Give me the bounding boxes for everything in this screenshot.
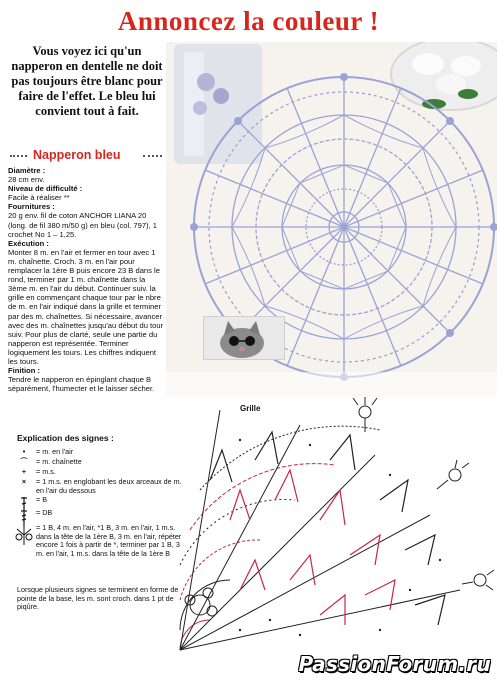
- spec-text: Tendre le napperon en épinglant chaque B séparément, l'humecter et le laisser sécher.: [8, 375, 155, 394]
- spec-text: Facile à réaliser **: [8, 193, 70, 203]
- legend: [14, 448, 184, 560]
- legend-row: [14, 496, 184, 505]
- diagram-label: Grille: [240, 404, 261, 413]
- pattern-specs: [8, 166, 166, 393]
- crochet-chart-drawing: [170, 388, 497, 660]
- cross-stitch-icon: ×: [21, 477, 27, 486]
- slip-stitch-icon: ⌒: [20, 457, 28, 466]
- page-title: Annoncez la couleur !: [117, 6, 380, 36]
- watermark: PassionForum.ru: [298, 652, 491, 676]
- intro-text: Vous voyez ici qu'un napperon en dentelle ne doit pas toujours être blanc pour faire de l'effet. Le bleu lui convient tout à fait.: [11, 44, 163, 118]
- legend-row: [14, 468, 184, 477]
- legend-text: = m. en l'air: [36, 447, 74, 456]
- legend-text: = DB: [36, 508, 53, 518]
- crochet-chart: [170, 388, 497, 660]
- legend-row: [14, 509, 184, 518]
- heading-rule-right: [143, 155, 162, 157]
- spec-label: Diamètre :: [8, 166, 46, 175]
- flower-motif-icon: [14, 524, 34, 546]
- section-heading: [10, 148, 162, 164]
- spec-label: Exécution :: [8, 238, 49, 248]
- legend-row: [14, 458, 184, 467]
- legend-row: [14, 478, 184, 495]
- spec-label: Niveau de difficulté :: [8, 184, 83, 194]
- single-crochet-icon: +: [21, 467, 27, 476]
- spec-label: Finition :: [8, 366, 41, 376]
- spec-label: Fournitures :: [8, 202, 55, 212]
- legend-text: = B: [36, 495, 47, 505]
- spec-text: 20 g env. fil de coton ANCHOR LIANA 20 (long. de fil 380 m/50 g) en bleu (col. 797), 1 crochet No 1 – 1,25.: [8, 211, 158, 239]
- legend-text: = m. chaînette: [36, 457, 82, 466]
- note-text: Lorsque plusieurs signes se terminent en forme de pointe de la base, les m. sont croch. dans 1 pt de piqûre.: [17, 585, 179, 612]
- legend-text: = m.s.: [36, 467, 56, 476]
- legend-row: [14, 448, 184, 457]
- section-title: Napperon bleu: [33, 148, 121, 162]
- legend-title: Explication des signes :: [17, 433, 114, 443]
- spec-text: 28 cm env.: [8, 175, 45, 185]
- heading-rule-left: [10, 155, 27, 157]
- legend-row: [14, 524, 184, 558]
- cat-thumbnail: [203, 316, 285, 360]
- chain-stitch-icon: •: [22, 447, 26, 456]
- legend-text: = 1 B, 4 m. en l'air, *1 B, 3 m. en l'air, 1 m.s. dans la tête de la 1ère B, 3 m. en l'air, répéter encore 1 fois à partir de *, terminer par 1 B, 3 m. en l'air, 1 m.s. dans la tête de la 1ère B: [36, 523, 182, 558]
- spec-text: Monter 8 m. en l'air et fermer en tour avec 1 m. chaînette. Croch. 3 m. en l'air pour remplacer la 1ère B puis encore 23 B dans le rond, terminer par 1 m. chaînette dans la 3ème m. en l'air du début. Continuer suiv. la grille en commençant chaque tour par le nbre de m. en l'air indiqué dans la grille et terminer par des m. chaînettes. Si nécessaire, avancer avec des m. chaînettes jusqu'au début du tour suiv. Pour plus de clarté, seule une partie du napperon est représentée. Terminer logiquement les tours. Les chiffres indiquent les tours.: [8, 247, 164, 366]
- legend-text: = 1 m.s. en englobant les deux arceaux de m. en l'air du dessous: [36, 477, 182, 495]
